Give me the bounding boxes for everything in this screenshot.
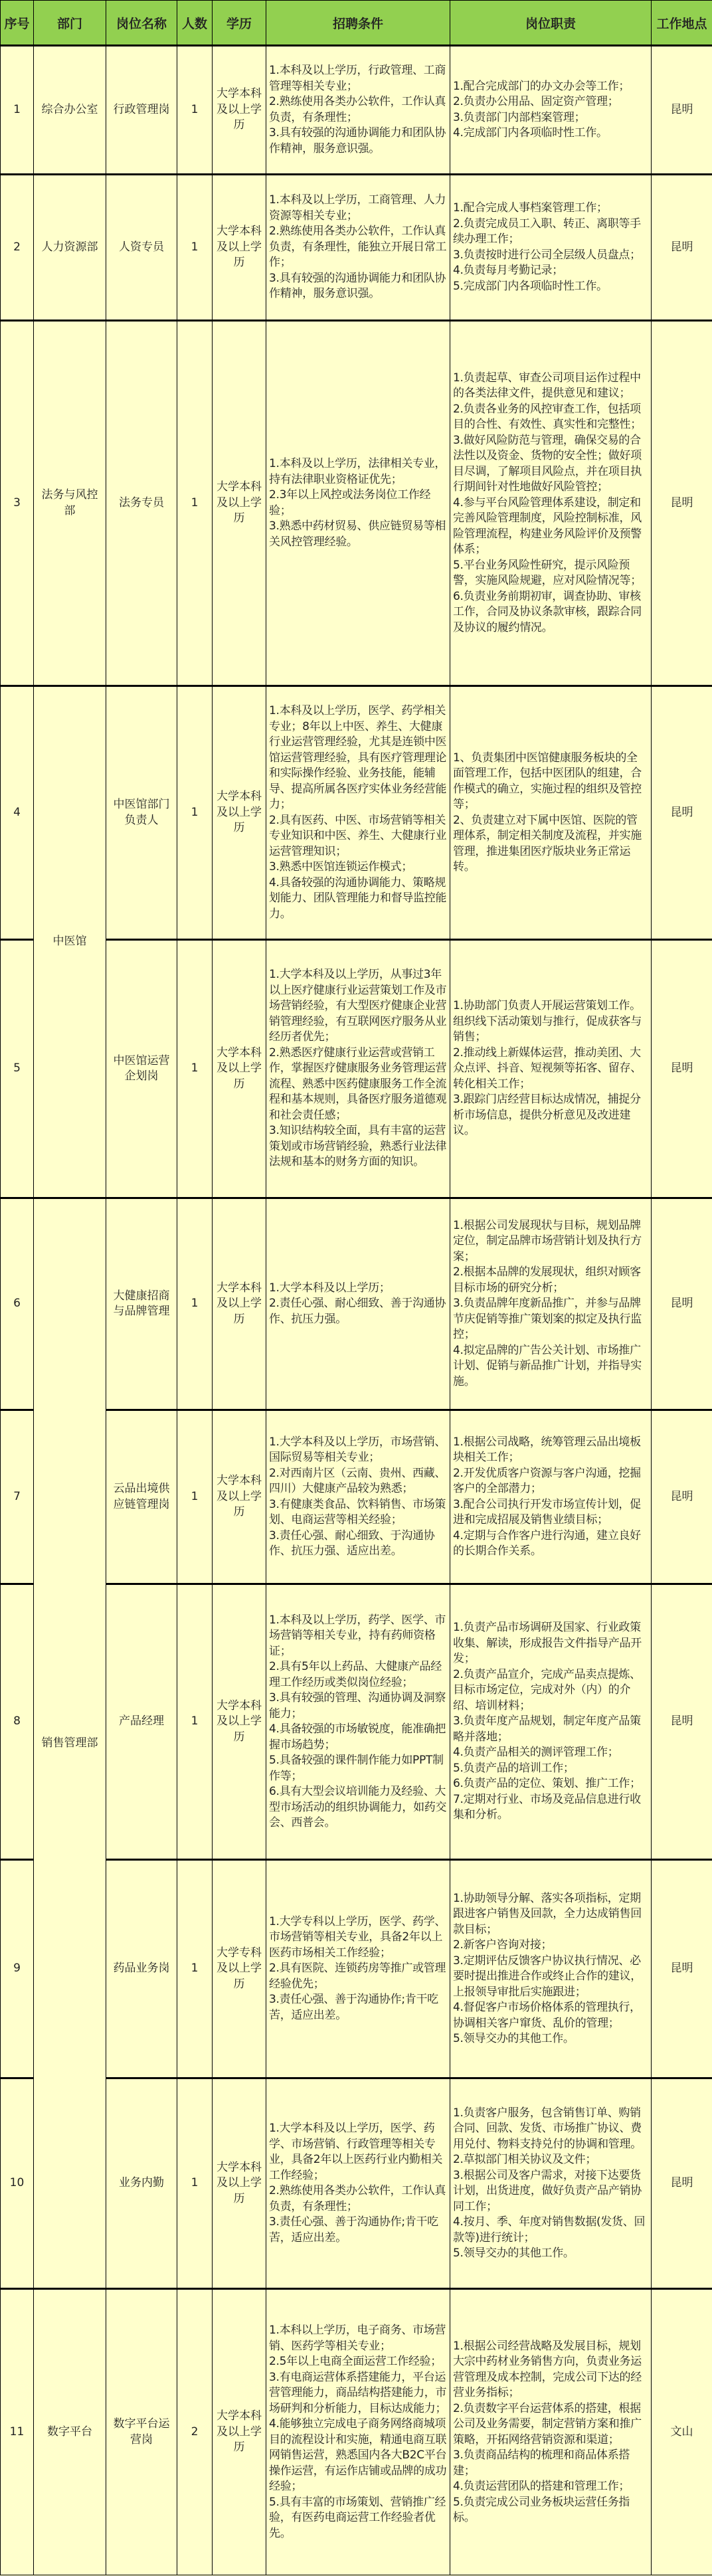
work-location: 昆明 (652, 321, 712, 686)
row-number: 1 (1, 46, 34, 175)
work-location: 昆明 (652, 46, 712, 175)
education-requirement: 大学本科及以上学历 (213, 1410, 266, 1584)
headcount: 1 (177, 321, 213, 686)
position-name: 人资专员 (106, 175, 177, 321)
job-duties: 1、负责集团中医馆健康服务板块的全面管理工作，包括中医团队的组建，合作模式的确立，实施过程的组织及管控等； 2、负责建立对下属中医馆、医院的管理体系，制定相关制度及流程，并实施管理，推进集团医疗版块业务正常运转。 (450, 686, 652, 940)
headcount: 1 (177, 2078, 213, 2289)
header-no: 序号 (1, 1, 34, 46)
job-duties: 1.负责产品市场调研及国家、行业政策收集、解读，形成报告文件指导产品开发； 2.负责产品宣介，完成产品卖点提炼、目标市场定位，完成对外（内）的介绍、培训材料； 3.负责年度产品规划，制定年度产品策略并落地； 4.负责产品相关的测评管理工作； 5.负责产品的培训工作； 6.负责产品的定位、策划、推广工作； 7.定期对行业、市场及竞品信息进行收集和分析。 (450, 1584, 652, 1860)
row-number: 11 (1, 2289, 34, 2575)
work-location: 昆明 (652, 686, 712, 940)
table-row (1, 2078, 712, 2289)
work-location: 昆明 (652, 2078, 712, 2289)
position-name: 业务内勤 (106, 2078, 177, 2289)
recruitment-requirements: 1.大学专科以上学历，医学、药学、市场营销等相关专业，具备2年以上医药市场相关工作经验； 2.具有医院、连锁药房等推广或管理经验优先； 3.责任心强、善于沟通协作;肯干吃苦，适应出差。 (266, 1860, 450, 2078)
table-row (1, 175, 712, 321)
education-requirement: 大学本科及以上学历 (213, 2289, 266, 2575)
work-location: 昆明 (652, 940, 712, 1198)
department-cell: 中医馆 (34, 686, 106, 1198)
position-name: 产品经理 (106, 1584, 177, 1860)
headcount: 1 (177, 46, 213, 175)
table-row (1, 46, 712, 175)
row-number: 3 (1, 321, 34, 686)
position-name: 数字平台运营岗 (106, 2289, 177, 2575)
row-number: 7 (1, 1410, 34, 1584)
education-requirement: 大学本科及以上学历 (213, 686, 266, 940)
table-row (1, 940, 712, 1198)
position-name: 药品业务岗 (106, 1860, 177, 2078)
education-requirement: 大学本科及以上学历 (213, 2078, 266, 2289)
header-location: 工作地点 (652, 1, 712, 46)
job-duties: 1.协助部门负责人开展运营策划工作。组织线下活动策划与推行，促成获客与销售； 2.推动线上新媒体运营，推动美团、大众点评、抖音、短视频等拓客、留存、转化相关工作； 3.跟踪门店经营目标达成情况，捕捉分析市场信息，提供分析意见及改进建议。 (450, 940, 652, 1198)
education-requirement: 大学本科及以上学历 (213, 321, 266, 686)
work-location: 昆明 (652, 175, 712, 321)
header-duties: 岗位职责 (450, 1, 652, 46)
row-number: 10 (1, 2078, 34, 2289)
header-position: 岗位名称 (106, 1, 177, 46)
education-requirement: 大学本科及以上学历 (213, 1198, 266, 1410)
row-number: 9 (1, 1860, 34, 2078)
education-requirement: 大学本科及以上学历 (213, 46, 266, 175)
job-duties: 1.根据公司战略，统筹管理云品出境板块相关工作； 2.开发优质客户资源与客户沟通，挖掘客户的全部潜力； 3.配合公司执行开发市场宣传计划，促进和完成招展及销售业绩目标； 4.定期与合作客户进行沟通，建立良好的长期合作关系。 (450, 1410, 652, 1584)
recruitment-requirements: 1.本科及以上学历，药学、医学、市场营销等相关专业，持有药师资格证； 2.具有5年以上药品、大健康产品经理工作经历或类似岗位经验； 3.具有较强的管理、沟通协调及洞察能力； 4.具备较强的市场敏锐度，能准确把握市场趋势； 5.具备较强的课件制作能力如PPT制作等； 6.具有大型会议培训能力及经验、大型市场活动的组织协调能力，如药交会、西普会。 (266, 1584, 450, 1860)
headcount: 1 (177, 686, 213, 940)
header-education: 学历 (213, 1, 266, 46)
education-requirement: 大学本科及以上学历 (213, 940, 266, 1198)
work-location: 昆明 (652, 1584, 712, 1860)
row-number: 4 (1, 686, 34, 940)
department-cell: 综合办公室 (34, 46, 106, 175)
headcount: 1 (177, 1410, 213, 1584)
row-number: 6 (1, 1198, 34, 1410)
table-row (1, 1410, 712, 1584)
job-duties: 1.负责起草、审查公司项目运作过程中的各类法律文件，提供意见和建议； 2.负责各业务的风控审查工作，包括项目的合性、有效性、真实性和完整性； 3.做好风险防范与管理，确保交易的合法性以及资金、货物的安全性；做好项目尽调，了解项目风险点，并在项目执行期间针对性地做好风险管控； 4.参与平台风险管理体系建设，制定和完善风险管理制度，风险控制标准，风险管理流程，构建业务风险评价及预警体系； 5.平台业务风险性研究，提示风险预警，实施风险规避，应对风险情况等； 6.负责业务前期初审，调查协助、审核工作，合同及协议条款审核，跟踪合同及协议的履约情况。 (450, 321, 652, 686)
department-cell: 法务与风控部 (34, 321, 106, 686)
department-cell: 销售管理部 (34, 1198, 106, 2289)
row-number: 2 (1, 175, 34, 321)
recruitment-requirements: 1.大学本科及以上学历，市场营销、国际贸易等相关专业； 2.对西南片区（云南、贵州、西藏、四川）大健康产品较为熟悉； 3.有健康类食品、饮料销售、市场策划、电商运营等相关经验； 3.责任心强、耐心细致、于沟通协作、抗压力强、适应出差。 (266, 1410, 450, 1584)
position-name: 大健康招商与品牌管理 (106, 1198, 177, 1410)
work-location: 昆明 (652, 1198, 712, 1410)
table-body (1, 46, 712, 2575)
position-name: 中医馆运营企划岗 (106, 940, 177, 1198)
recruitment-requirements: 1.本科及以上学历，医学、药学相关专业；8年以上中医、养生、大健康行业运营管理经验，尤其是连锁中医馆运营管理经验，具有医疗管理理论和实际操作经验、业务技能，能辅导、提高所属各医疗实体业务经营能力； 2.具有医药、中医、市场营销等相关专业知识和中医、养生、大健康行业运营管理知识； 3.熟悉中医馆连锁运作模式； 4.具备较强的沟通协调能力、策略规划能力、团队管理能力和督导监控能力。 (266, 686, 450, 940)
table-row (1, 1198, 712, 1410)
table-row (1, 2289, 712, 2575)
recruitment-requirements: 1.本科及以上学历，工商管理、人力资源等相关专业； 2.熟练使用各类办公软件，工作认真负责，有条理性，能独立开展日常工作； 3.具有较强的沟通协调能力和团队协作精神，服务意识强。 (266, 175, 450, 321)
recruitment-requirements: 1.本科及以上学历，法律相关专业，持有法律职业资格证优先； 2.3年以上风控或法务岗位工作经验； 3.熟悉中药材贸易、供应链贸易等相关风控管理经验。 (266, 321, 450, 686)
headcount: 1 (177, 1860, 213, 2078)
education-requirement: 大学本科及以上学历 (213, 1584, 266, 1860)
position-name: 法务专员 (106, 321, 177, 686)
headcount: 1 (177, 175, 213, 321)
headcount: 1 (177, 940, 213, 1198)
job-duties: 1.负责客户服务，包含销售订单、购销合同、回款、发货、市场推广协议、费用兑付、物料支持兑付的协调和管理。 2.草拟部门相关协议及文件； 3.根据公司及客户需求，对接下达要货计划，出货进度，做好负责产品产销协同工作； 4.按月、季、年度对销售数据(发货、回款等)进行统计； 5.领导交办的其他工作。 (450, 2078, 652, 2289)
recruitment-requirements: 1.大学本科及以上学历，医学、药学、市场营销、行政管理等相关专业，具备2年以上医药行业内勤相关工作经验； 2.熟练使用各类办公软件，工作认真负责，有条理性； 3.责任心强、善于沟通协作;肯干吃苦，适应出差。 (266, 2078, 450, 2289)
table-row (1, 1584, 712, 1860)
education-requirement: 大学专科及以上学历 (213, 1860, 266, 2078)
headcount: 2 (177, 2289, 213, 2575)
education-requirement: 大学本科及以上学历 (213, 175, 266, 321)
department-cell: 数字平台 (34, 2289, 106, 2575)
job-duties: 1.协助领导分解、落实各项指标，定期跟进客户销售及回款，全力达成销售回款目标； 2.新客户咨询对接； 3.定期评估反馈客户协议执行情况、必要时提出推进合作或终止合作的建议，上报领导审批后实施跟进； 4.督促客户市场价格体系的管理执行，协调相关客户窜货、乱价的管理； 5.领导交办的其他工作。 (450, 1860, 652, 2078)
job-duties: 1.根据公司发展现状与目标，规划品牌定位，制定品牌市场营销计划及执行方案； 2.根据本品牌的发展现状，组织对顾客目标市场的研究分析； 3.负责品牌年度新品推广，并参与品牌节庆促销等推广策划案的拟定及执行监控； 4.拟定品牌的广告公关计划、市场推广计划、促销与新品推广计划，并指导实施。 (450, 1198, 652, 1410)
position-name: 中医馆部门负责人 (106, 686, 177, 940)
recruitment-requirements: 1.大学本科及以上学历； 2.责任心强、耐心细致、善于沟通协作、抗压力强。 (266, 1198, 450, 1410)
row-number: 5 (1, 940, 34, 1198)
work-location: 昆明 (652, 1860, 712, 2078)
table-row (1, 1860, 712, 2078)
recruitment-requirements: 1.大学本科及以上学历，从事过3年以上医疗健康行业运营策划工作及市场营销经验，有大型医疗健康企业营销管理经验，有互联网医疗服务从业经历者优先； 2.熟悉医疗健康行业运营或营销工作，掌握医疗健康服务业务管理运营流程、熟悉中医药健康服务工作全流程和基本规则，具备医疗服务道德观和社会责任感； 3.知识结构较全面，具有丰富的运营策划或市场营销经验，熟悉行业法律法规和基本的财务方面的知识。 (266, 940, 450, 1198)
header-requirements: 招聘条件 (266, 1, 450, 46)
recruitment-requirements: 1.本科以上学历，电子商务、市场营销、医药学等相关专业； 2.5年以上电商全面运营工作经验； 3.有电商运营体系搭建能力，平台运营管理能力，商品结构搭建能力，市场研判和分析能力，目标达成能力； 4.能够独立完成电子商务网络商城项目的流程设计和实施，精通电商互联网销售运营，熟悉国内各大B2C平台操作运营，有运作店铺或品牌的成功经验； 5.具有丰富的市场策划、营销推广经验，有医药电商运营工作经验者优先。 (266, 2289, 450, 2575)
job-duties: 1.根据公司经营战略及发展目标，规划大宗中药材业务销售方向，负责业务运营管理及成本控制，完成公司下达的经营业务指标； 2.负责数字平台运营体系的搭建，根据公司及业务需要，制定营销方案和推广策略，开拓网络营销资源和渠道； 3.负责商品结构的梳理和商品体系搭建； 4.负责运营团队的搭建和管理工作； 5.负责完成公司业务板块运营任务指标。 (450, 2289, 652, 2575)
job-duties: 1.配合完成人事档案管理工作； 2.负责完成员工入职、转正、离职等手续办理工作； 3.负责按时进行公司全层级人员盘点； 4.负责每月考勤记录； 5.完成部门内各项临时性工作。 (450, 175, 652, 321)
work-location: 文山 (652, 2289, 712, 2575)
position-name: 云品出境供应链管理岗 (106, 1410, 177, 1584)
department-cell: 人力资源部 (34, 175, 106, 321)
position-name: 行政管理岗 (106, 46, 177, 175)
header-dept: 部门 (34, 1, 106, 46)
job-duties: 1.配合完成部门的办文办会等工作； 2.负责办公用品、固定资产管理； 3.负责部门内部档案管理； 4.完成部门内各项临时性工作。 (450, 46, 652, 175)
headcount: 1 (177, 1198, 213, 1410)
header-count: 人数 (177, 1, 213, 46)
work-location: 昆明 (652, 1410, 712, 1584)
table-row (1, 321, 712, 686)
recruitment-requirements: 1.本科及以上学历，行政管理、工商管理等相关专业； 2.熟练使用各类办公软件，工作认真负责，有条理性； 3.具有较强的沟通协调能力和团队协作精神，服务意识强。 (266, 46, 450, 175)
table-row (1, 686, 712, 940)
headcount: 1 (177, 1584, 213, 1860)
header-row (1, 1, 712, 46)
row-number: 8 (1, 1584, 34, 1860)
